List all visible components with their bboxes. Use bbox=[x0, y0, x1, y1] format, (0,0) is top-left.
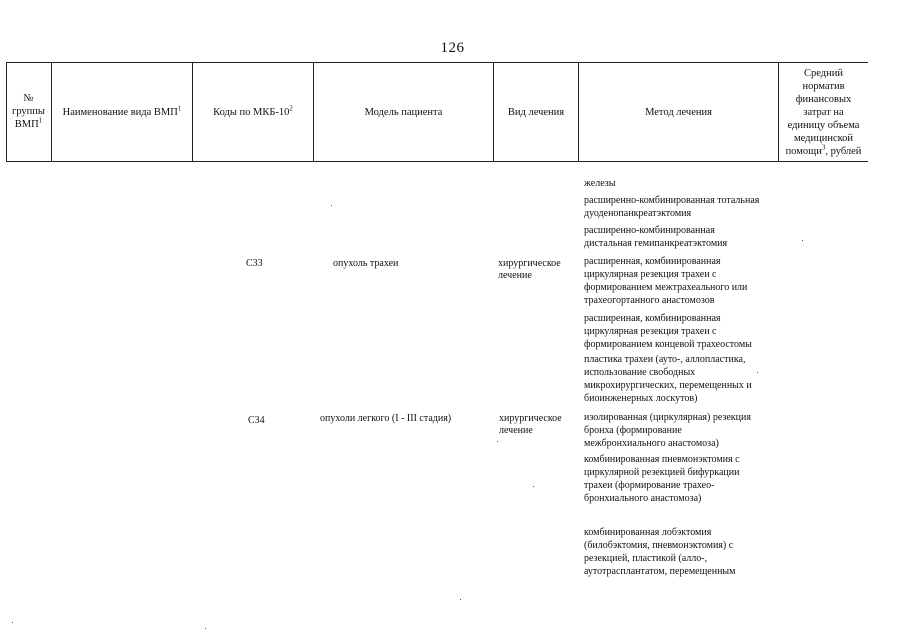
footnote-ref: 1 bbox=[38, 116, 43, 125]
method-line: изолированная (циркулярная) резекция bbox=[584, 412, 751, 423]
method-line: расширенно-комбинированная bbox=[584, 225, 715, 236]
scan-speck bbox=[12, 622, 13, 623]
method-item bbox=[584, 255, 794, 307]
header-vmp-name bbox=[52, 62, 192, 162]
method-line: циркулярной резекцией бифуркации bbox=[584, 467, 740, 478]
method-line: дуоденопанкреатэктомия bbox=[584, 208, 692, 219]
method-line: (билобэктомия, пневмонэктомия) с bbox=[584, 540, 734, 551]
method-item bbox=[584, 194, 794, 220]
method-item bbox=[584, 224, 794, 250]
icd-code: C33 bbox=[246, 258, 263, 269]
method-item bbox=[584, 353, 794, 405]
footnote-ref: 1 bbox=[177, 104, 182, 112]
footnote-ref: 2 bbox=[289, 104, 293, 112]
method-item bbox=[584, 453, 794, 505]
footnote-ref: 3 bbox=[821, 143, 826, 151]
method-line: циркулярная резекция трахеи с bbox=[584, 269, 717, 280]
method-item bbox=[584, 526, 794, 578]
header-group-number-text: № группы ВМП bbox=[12, 93, 45, 130]
treatment-type: хирургическое bbox=[498, 258, 561, 269]
scan-speck bbox=[802, 240, 803, 241]
header-icd-codes bbox=[193, 62, 313, 162]
header-patient-model: Модель пациента bbox=[364, 106, 443, 118]
method-line: трахеогортанного анастомозов bbox=[584, 295, 715, 306]
scan-speck bbox=[460, 599, 461, 600]
method-line: циркулярная резекция трахеи с bbox=[584, 326, 717, 337]
header-avg-cost-text: Средний норматив финансовых затрат на единицу объема медицинской помощи bbox=[785, 67, 860, 157]
method-item bbox=[584, 312, 794, 351]
method-line: формированием межтрахеального или bbox=[584, 282, 748, 293]
treatment-type: хирургическое bbox=[499, 413, 562, 424]
method-line: формированием концевой трахеостомы bbox=[584, 339, 752, 350]
method-line: дистальная гемипанкреатэктомия bbox=[584, 238, 728, 249]
header-icd-codes-text: Коды по МКБ-10 bbox=[213, 106, 290, 118]
method-line: микрохирургических, перемещенных и bbox=[584, 380, 752, 391]
scan-speck bbox=[331, 205, 332, 206]
header-vmp-name-text: Наименование вида ВМП bbox=[62, 106, 178, 118]
header-avg-cost-unit: , рублей bbox=[825, 145, 862, 157]
patient-model: опухоли легкого (I - III стадия) bbox=[320, 413, 452, 424]
patient-model: опухоль трахеи bbox=[333, 258, 399, 269]
method-line: бронха (формирование bbox=[584, 425, 682, 436]
method-line: расширенная, комбинированная bbox=[584, 313, 721, 324]
method-line: расширенно-комбинированная тотальная bbox=[584, 195, 760, 206]
method-line: резекцией, пластикой (алло-, bbox=[584, 553, 708, 564]
header-treatment-type: Вид лечения bbox=[507, 106, 565, 118]
method-line: железы bbox=[584, 178, 616, 189]
method-line: трахеи (формирование трахео- bbox=[584, 480, 715, 491]
method-line: межбронхиального анастомоза) bbox=[584, 438, 719, 449]
header-treatment-method: Метод лечения bbox=[645, 106, 712, 118]
method-line: пластика трахеи (ауто-, аллопластика, bbox=[584, 354, 746, 365]
scan-speck bbox=[205, 628, 206, 629]
method-item bbox=[584, 177, 794, 190]
method-item bbox=[584, 411, 794, 450]
method-line: расширенная, комбинированная bbox=[584, 256, 721, 267]
scan-speck bbox=[757, 372, 758, 373]
method-line: комбинированная пневмонэктомия с bbox=[584, 454, 740, 465]
header-group-number bbox=[6, 84, 51, 139]
page-number: 126 bbox=[440, 40, 465, 56]
method-line: комбинированная лобэктомия bbox=[584, 527, 712, 538]
scan-speck bbox=[497, 441, 498, 442]
treatment-type: лечение bbox=[498, 270, 532, 281]
method-line: использование свободных bbox=[584, 367, 696, 378]
header-avg-cost bbox=[779, 62, 868, 162]
treatment-type: лечение bbox=[499, 425, 533, 436]
scan-speck bbox=[533, 486, 534, 487]
table-header bbox=[6, 62, 868, 162]
icd-code: C34 bbox=[248, 415, 265, 426]
method-line: аутотрасплантатом, перемещенным bbox=[584, 566, 736, 577]
method-line: бронхиального анастомоза) bbox=[584, 493, 702, 504]
method-line: биоинженерных лоскутов) bbox=[584, 393, 698, 404]
